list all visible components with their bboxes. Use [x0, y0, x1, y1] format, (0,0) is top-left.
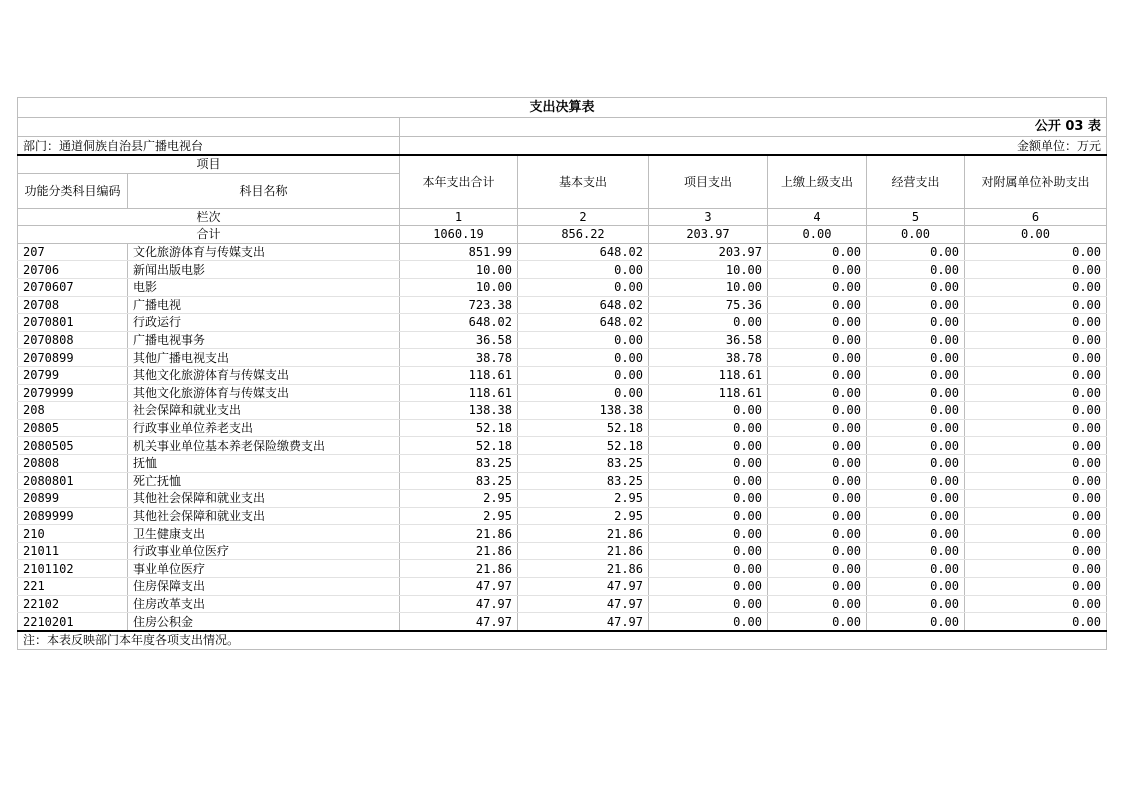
amount-cell: 0.00: [867, 613, 965, 631]
table-row: [18, 595, 1107, 613]
subject-code: 20708: [18, 296, 128, 314]
amount-cell: 0.00: [965, 560, 1107, 578]
amount-cell: 0.00: [867, 490, 965, 508]
subject-name: 住房改革支出: [128, 595, 400, 613]
amount-cell: 0.00: [649, 454, 768, 472]
subject-name: 其他社会保障和就业支出: [128, 507, 400, 525]
row-number-label: 栏次: [18, 208, 400, 226]
amount-cell: 0.00: [649, 525, 768, 543]
amount-cell: 0.00: [768, 490, 867, 508]
amount-cell: 0.00: [965, 525, 1107, 543]
amount-cell: 47.97: [518, 595, 649, 613]
table-body: [18, 243, 1107, 631]
amount-cell: 0.00: [768, 613, 867, 631]
amount-cell: 118.61: [649, 384, 768, 402]
subject-code: 21011: [18, 542, 128, 560]
subject-name: 其他文化旅游体育与传媒支出: [128, 366, 400, 384]
amount-cell: 2.95: [400, 507, 518, 525]
total-value: 0.00: [867, 226, 965, 244]
amount-cell: 0.00: [965, 278, 1107, 296]
amount-cell: 0.00: [768, 595, 867, 613]
amount-cell: 0.00: [867, 331, 965, 349]
amount-cell: 0.00: [768, 507, 867, 525]
col-number: 4: [768, 208, 867, 226]
amount-cell: 0.00: [649, 578, 768, 596]
col-number: 1: [400, 208, 518, 226]
table-row: [18, 454, 1107, 472]
amount-cell: 0.00: [768, 437, 867, 455]
amount-cell: 0.00: [649, 507, 768, 525]
amount-cell: 0.00: [649, 595, 768, 613]
amount-cell: 0.00: [965, 595, 1107, 613]
amount-cell: 0.00: [768, 419, 867, 437]
subject-code: 20706: [18, 261, 128, 279]
subject-name: 卫生健康支出: [128, 525, 400, 543]
amount-cell: 21.86: [400, 542, 518, 560]
subject-code: 2210201: [18, 613, 128, 631]
table-row: [18, 578, 1107, 596]
amount-cell: 36.58: [649, 331, 768, 349]
table-row: [18, 419, 1107, 437]
subject-code: 20805: [18, 419, 128, 437]
amount-cell: 0.00: [768, 542, 867, 560]
amount-cell: 2.95: [400, 490, 518, 508]
subject-name: 机关事业单位基本养老保险缴费支出: [128, 437, 400, 455]
table-row: [18, 278, 1107, 296]
amount-cell: 21.86: [518, 560, 649, 578]
amount-cell: 0.00: [649, 560, 768, 578]
amount-cell: 0.00: [768, 278, 867, 296]
expenditure-sheet: [17, 97, 1106, 650]
amount-cell: 83.25: [400, 454, 518, 472]
total-value: 0.00: [768, 226, 867, 244]
header-project: 项目: [18, 155, 400, 173]
amount-cell: 0.00: [867, 595, 965, 613]
table-row: [18, 366, 1107, 384]
amount-cell: 0.00: [649, 613, 768, 631]
header-col-operating: 经营支出: [867, 155, 965, 208]
amount-cell: 0.00: [649, 419, 768, 437]
table-row: [18, 314, 1107, 332]
amount-cell: 0.00: [518, 261, 649, 279]
amount-cell: 75.36: [649, 296, 768, 314]
header-code: 功能分类科目编码: [18, 173, 128, 208]
col-number: 6: [965, 208, 1107, 226]
amount-cell: 0.00: [965, 472, 1107, 490]
amount-cell: 0.00: [768, 578, 867, 596]
amount-cell: 203.97: [649, 243, 768, 261]
amount-cell: 0.00: [518, 278, 649, 296]
amount-cell: 83.25: [518, 472, 649, 490]
amount-cell: 0.00: [867, 507, 965, 525]
amount-cell: 0.00: [965, 243, 1107, 261]
amount-cell: 36.58: [400, 331, 518, 349]
amount-cell: 0.00: [649, 490, 768, 508]
amount-cell: 0.00: [867, 296, 965, 314]
amount-cell: 0.00: [867, 560, 965, 578]
subject-code: 22102: [18, 595, 128, 613]
table-row: [18, 613, 1107, 631]
amount-cell: 83.25: [518, 454, 649, 472]
amount-cell: 38.78: [649, 349, 768, 367]
total-label: 合计: [18, 226, 400, 244]
amount-cell: 0.00: [867, 278, 965, 296]
subject-code: 20799: [18, 366, 128, 384]
amount-cell: 0.00: [965, 613, 1107, 631]
amount-cell: 118.61: [649, 366, 768, 384]
amount-cell: 2.95: [518, 490, 649, 508]
amount-cell: 0.00: [965, 296, 1107, 314]
table-row: [18, 525, 1107, 543]
amount-cell: 10.00: [400, 261, 518, 279]
amount-cell: 0.00: [867, 384, 965, 402]
table-row: [18, 402, 1107, 420]
amount-cell: 0.00: [965, 419, 1107, 437]
amount-cell: 0.00: [768, 261, 867, 279]
header-col-basic: 基本支出: [518, 155, 649, 208]
table-row: [18, 472, 1107, 490]
amount-unit: 金额单位：万元: [400, 137, 1107, 156]
subject-code: 20808: [18, 454, 128, 472]
amount-cell: 0.00: [965, 507, 1107, 525]
amount-cell: 0.00: [867, 243, 965, 261]
subject-name: 其他广播电视支出: [128, 349, 400, 367]
table-row: [18, 542, 1107, 560]
amount-cell: 47.97: [400, 578, 518, 596]
subject-name: 其他文化旅游体育与传媒支出: [128, 384, 400, 402]
amount-cell: 0.00: [867, 437, 965, 455]
subject-name: 死亡抚恤: [128, 472, 400, 490]
subject-name: 其他社会保障和就业支出: [128, 490, 400, 508]
expenditure-table: [17, 97, 1107, 650]
amount-cell: 0.00: [768, 349, 867, 367]
amount-cell: 0.00: [649, 314, 768, 332]
header-col-remit: 上缴上级支出: [768, 155, 867, 208]
amount-cell: 648.02: [400, 314, 518, 332]
header-col-total: 本年支出合计: [400, 155, 518, 208]
subject-name: 行政运行: [128, 314, 400, 332]
amount-cell: 52.18: [400, 437, 518, 455]
amount-cell: 0.00: [965, 349, 1107, 367]
amount-cell: 0.00: [867, 454, 965, 472]
amount-cell: 38.78: [400, 349, 518, 367]
col-number: 2: [518, 208, 649, 226]
amount-cell: 138.38: [518, 402, 649, 420]
subject-name: 事业单位医疗: [128, 560, 400, 578]
amount-cell: 851.99: [400, 243, 518, 261]
amount-cell: 0.00: [965, 384, 1107, 402]
total-value: 1060.19: [400, 226, 518, 244]
subject-name: 新闻出版电影: [128, 261, 400, 279]
amount-cell: 0.00: [867, 578, 965, 596]
subject-code: 208: [18, 402, 128, 420]
amount-cell: 648.02: [518, 243, 649, 261]
subject-code: 207: [18, 243, 128, 261]
subject-name: 广播电视事务: [128, 331, 400, 349]
amount-cell: 0.00: [867, 402, 965, 420]
amount-cell: 118.61: [400, 384, 518, 402]
amount-cell: 52.18: [518, 437, 649, 455]
table-row: [18, 507, 1107, 525]
amount-cell: 0.00: [867, 366, 965, 384]
subject-name: 住房保障支出: [128, 578, 400, 596]
amount-cell: 47.97: [400, 613, 518, 631]
subject-code: 2101102: [18, 560, 128, 578]
amount-cell: 0.00: [965, 437, 1107, 455]
table-note: 注：本表反映部门本年度各项支出情况。: [18, 631, 1107, 650]
header-col-project: 项目支出: [649, 155, 768, 208]
amount-cell: 0.00: [768, 243, 867, 261]
amount-cell: 47.97: [400, 595, 518, 613]
subject-name: 抚恤: [128, 454, 400, 472]
amount-cell: 52.18: [518, 419, 649, 437]
amount-cell: 0.00: [768, 560, 867, 578]
table-row: [18, 490, 1107, 508]
amount-cell: 0.00: [965, 314, 1107, 332]
total-value: 203.97: [649, 226, 768, 244]
amount-cell: 83.25: [400, 472, 518, 490]
table-row: [18, 384, 1107, 402]
table-header: [18, 155, 1107, 243]
table-row: [18, 437, 1107, 455]
amount-cell: 723.38: [400, 296, 518, 314]
subject-code: 221: [18, 578, 128, 596]
subject-code: 2070607: [18, 278, 128, 296]
subject-name: 社会保障和就业支出: [128, 402, 400, 420]
amount-cell: 52.18: [400, 419, 518, 437]
amount-cell: 10.00: [649, 261, 768, 279]
amount-cell: 0.00: [867, 472, 965, 490]
amount-cell: 10.00: [649, 278, 768, 296]
amount-cell: 0.00: [768, 331, 867, 349]
amount-cell: 0.00: [965, 261, 1107, 279]
amount-cell: 0.00: [649, 542, 768, 560]
amount-cell: 0.00: [768, 472, 867, 490]
amount-cell: 21.86: [518, 542, 649, 560]
subject-code: 210: [18, 525, 128, 543]
amount-cell: 0.00: [518, 331, 649, 349]
amount-cell: 0.00: [518, 349, 649, 367]
amount-cell: 0.00: [965, 331, 1107, 349]
subject-code: 2070899: [18, 349, 128, 367]
table-row: [18, 243, 1107, 261]
amount-cell: 138.38: [400, 402, 518, 420]
subject-code: 20899: [18, 490, 128, 508]
amount-cell: 0.00: [768, 384, 867, 402]
amount-cell: 118.61: [400, 366, 518, 384]
amount-cell: 21.86: [400, 560, 518, 578]
amount-cell: 0.00: [649, 472, 768, 490]
amount-cell: 0.00: [965, 366, 1107, 384]
table-row: [18, 331, 1107, 349]
subject-name: 文化旅游体育与传媒支出: [128, 243, 400, 261]
amount-cell: 0.00: [867, 419, 965, 437]
subject-name: 行政事业单位养老支出: [128, 419, 400, 437]
table-row: [18, 296, 1107, 314]
amount-cell: 0.00: [867, 542, 965, 560]
amount-cell: 0.00: [867, 314, 965, 332]
amount-cell: 10.00: [400, 278, 518, 296]
amount-cell: 0.00: [965, 402, 1107, 420]
department-label: 部门：通道侗族自治县广播电视台: [18, 137, 400, 156]
subject-code: 2079999: [18, 384, 128, 402]
table-title: 支出决算表: [18, 98, 1107, 118]
amount-cell: 47.97: [518, 613, 649, 631]
amount-cell: 648.02: [518, 314, 649, 332]
subject-name: 住房公积金: [128, 613, 400, 631]
col-number: 5: [867, 208, 965, 226]
amount-cell: 0.00: [518, 384, 649, 402]
amount-cell: 47.97: [518, 578, 649, 596]
header-col-subsidy: 对附属单位补助支出: [965, 155, 1107, 208]
amount-cell: 21.86: [400, 525, 518, 543]
total-value: 856.22: [518, 226, 649, 244]
amount-cell: 648.02: [518, 296, 649, 314]
table-row: [18, 349, 1107, 367]
subject-code: 2070808: [18, 331, 128, 349]
amount-cell: 0.00: [867, 349, 965, 367]
amount-cell: 0.00: [867, 261, 965, 279]
subject-code: 2080505: [18, 437, 128, 455]
amount-cell: 0.00: [768, 314, 867, 332]
amount-cell: 21.86: [518, 525, 649, 543]
form-number: 公开 03 表: [400, 118, 1107, 137]
subject-code: 2080801: [18, 472, 128, 490]
amount-cell: 2.95: [518, 507, 649, 525]
header-name: 科目名称: [128, 173, 400, 208]
amount-cell: 0.00: [768, 366, 867, 384]
amount-cell: 0.00: [965, 454, 1107, 472]
amount-cell: 0.00: [768, 454, 867, 472]
amount-cell: 0.00: [965, 490, 1107, 508]
subject-name: 电影: [128, 278, 400, 296]
amount-cell: 0.00: [768, 525, 867, 543]
amount-cell: 0.00: [518, 366, 649, 384]
amount-cell: 0.00: [768, 402, 867, 420]
col-number: 3: [649, 208, 768, 226]
amount-cell: 0.00: [649, 437, 768, 455]
amount-cell: 0.00: [768, 296, 867, 314]
total-value: 0.00: [965, 226, 1107, 244]
subject-code: 2089999: [18, 507, 128, 525]
table-row: [18, 261, 1107, 279]
subject-name: 行政事业单位医疗: [128, 542, 400, 560]
subject-name: 广播电视: [128, 296, 400, 314]
amount-cell: 0.00: [965, 542, 1107, 560]
table-row: [18, 560, 1107, 578]
amount-cell: 0.00: [867, 525, 965, 543]
amount-cell: 0.00: [649, 402, 768, 420]
subject-code: 2070801: [18, 314, 128, 332]
amount-cell: 0.00: [965, 578, 1107, 596]
